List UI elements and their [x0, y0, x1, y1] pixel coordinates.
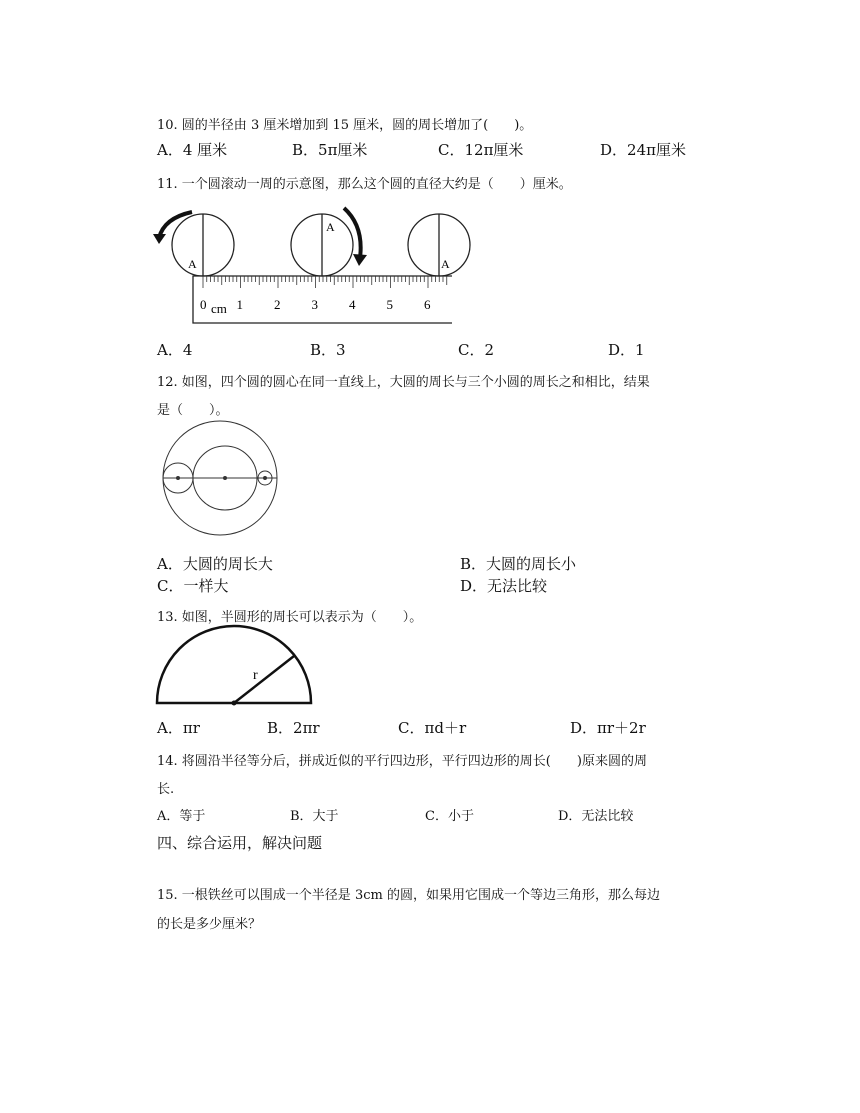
q10-option-d: D．24π厘米 — [600, 141, 686, 159]
q12-stem-line1: 12. 如图，四个圆的圆心在同一直线上，大圆的周长与三个小圆的周长之和相比，结果 — [157, 375, 650, 390]
ruler-number: 4 — [349, 297, 356, 312]
q10-option-a: A．4 厘米 — [157, 141, 228, 159]
q13-option-c: C．πd＋r — [398, 719, 467, 737]
ruler-number: 0 — [200, 297, 207, 312]
q11-option-b: B．3 — [310, 341, 346, 359]
q10-option-b: B．5π厘米 — [292, 141, 368, 159]
ruler-number: 2 — [274, 297, 281, 312]
radius-label: r — [253, 668, 258, 683]
q11-rolling-circle-figure — [150, 198, 470, 328]
ruler-numbers — [200, 297, 431, 312]
q14-option-c: C．小于 — [425, 809, 474, 824]
semicircle — [157, 626, 311, 703]
q12-option-b: B．大圆的周长小 — [460, 555, 577, 573]
q14-option-a: A．等于 — [157, 809, 206, 824]
q11-stem: 11. 一个圆滚动一周的示意图，那么这个圆的直径大约是（ ）厘米。 — [157, 177, 572, 192]
q11-option-d: D．1 — [608, 341, 645, 359]
q13-option-a: A．πr — [157, 719, 200, 737]
q11-option-c: C．2 — [458, 341, 495, 359]
ruler — [193, 276, 452, 323]
q14-stem-line2: 长. — [157, 782, 175, 797]
ruler-ticks — [203, 276, 447, 288]
q14-option-d: D．无法比较 — [558, 809, 634, 824]
q12-option-a: A．大圆的周长大 — [157, 555, 273, 573]
q13-semicircle-figure — [152, 620, 322, 710]
q12-option-d: D．无法比较 — [460, 577, 548, 595]
q14-option-b: B．大于 — [290, 809, 339, 824]
section-4-title: 四、综合运用，解决问题 — [157, 834, 323, 852]
ruler-number: 3 — [311, 297, 318, 312]
point-label-start: A — [188, 257, 197, 271]
q13-option-d: D．πr＋2r — [570, 719, 646, 737]
ruler-number: 5 — [386, 297, 393, 312]
q14-stem-line1: 14. 将圆沿半径等分后，拼成近似的平行四边形，平行四边形的周长( )原来圆的周 — [157, 754, 647, 769]
point-label-end: A — [441, 257, 450, 271]
q12-circles-figure — [160, 420, 290, 540]
q12-stem-line2: 是（ ）。 — [157, 403, 229, 418]
q15-stem-line2: 的长是多少厘米？ — [157, 917, 262, 932]
q10-option-c: C．12π厘米 — [438, 141, 524, 159]
q11-option-a: A．4 — [157, 341, 193, 359]
q15-stem-line1: 15. 一根铁丝可以围成一个半径是 3cm 的圆，如果用它围成一个等边三角形，那么每边 — [157, 888, 660, 903]
q13-option-b: B．2πr — [267, 719, 320, 737]
ruler-unit-label: cm — [211, 301, 227, 316]
ruler-number: 6 — [424, 297, 431, 312]
q13-stem: 13. 如图，半圆形的周长可以表示为（ ）。 — [157, 610, 423, 625]
point-label-middle: A — [326, 220, 335, 234]
q12-option-c: C．一样大 — [157, 577, 229, 595]
ruler-number: 1 — [236, 297, 243, 312]
q10-stem: 10. 圆的半径由 3 厘米增加到 15 厘米，圆的周长增加了( )。 — [157, 118, 533, 133]
radius-line — [234, 656, 294, 703]
